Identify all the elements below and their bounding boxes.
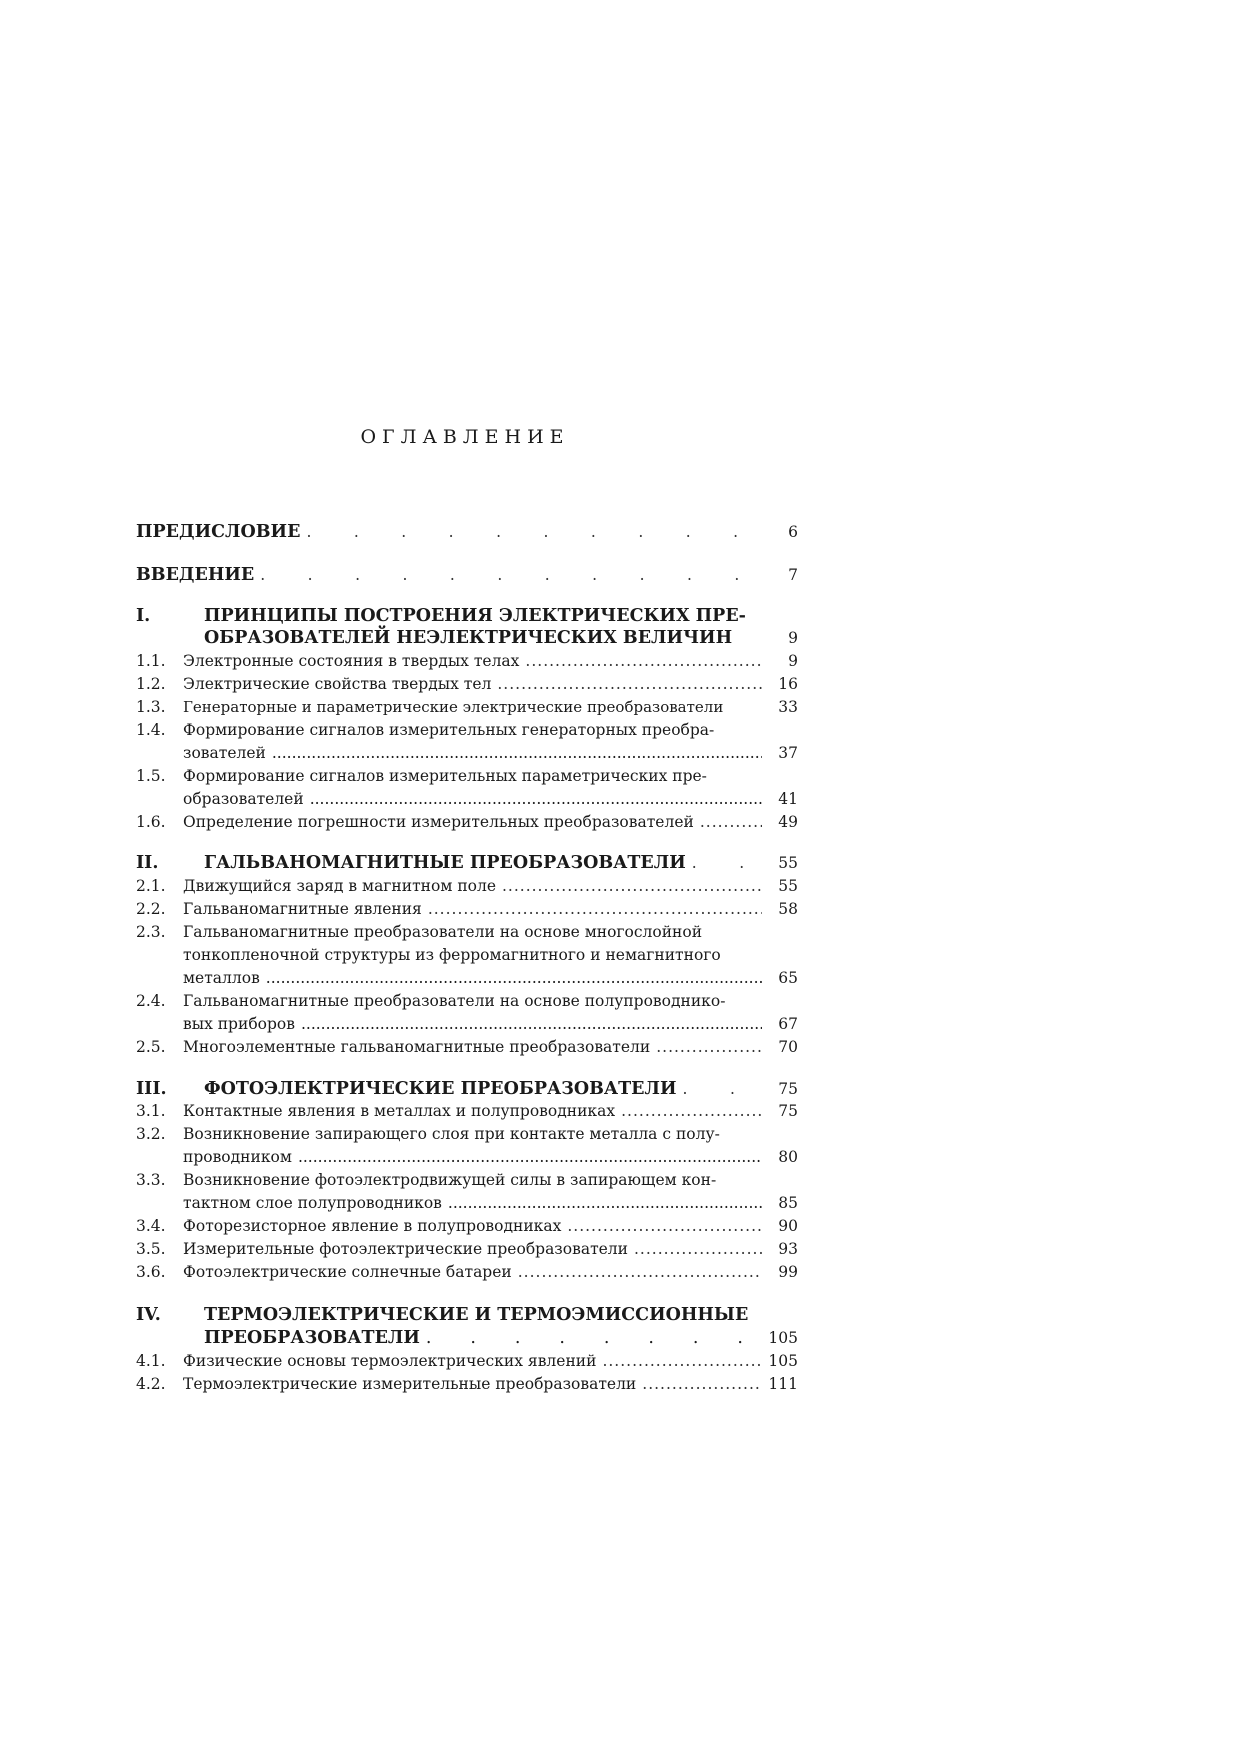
toc-page-number: 7 — [788, 566, 798, 584]
section-title: Формирование сигналов измерительных генераторных преобра- — [183, 721, 715, 739]
section-title: Возникновение фотоэлектродвижущей силы в запирающем кон- — [183, 1171, 717, 1189]
toc-section-2-1[interactable] — [136, 877, 798, 895]
toc-page-number: 55 — [778, 877, 798, 895]
chapter-title: ПРЕОБРАЗОВАТЕЛИ — [204, 1328, 420, 1348]
section-number: 4.2. — [136, 1375, 166, 1393]
chapter-number: IV. — [136, 1305, 161, 1325]
section-title: Генераторные и параметрические электрические преобразователи — [183, 698, 724, 716]
toc-page-number: 75 — [778, 1102, 798, 1120]
toc-section-2-3-cont2[interactable] — [183, 969, 798, 987]
section-title: Фоторезисторное явление в полупроводниках — [183, 1217, 562, 1235]
section-title: Электронные состояния в твердых телах — [183, 652, 520, 670]
section-title: Гальваномагнитные преобразователи на основе многослойной — [183, 923, 703, 941]
dot-leader — [310, 790, 762, 808]
toc-section-3-3[interactable] — [136, 1171, 798, 1189]
toc-section-1-2[interactable] — [136, 675, 798, 693]
dot-leader — [692, 854, 762, 872]
section-title: Возникновение запирающего слоя при контакте металла с полу- — [183, 1125, 720, 1143]
section-title: Физические основы термоэлектрических явлений — [183, 1352, 597, 1370]
toc-section-2-5[interactable] — [136, 1038, 798, 1056]
chapter-number: I. — [136, 606, 151, 626]
toc-section-1-5-cont[interactable] — [183, 790, 798, 808]
dot-leader — [426, 1328, 762, 1348]
dot-leader — [306, 523, 762, 541]
chapter-title: ФОТОЭЛЕКТРИЧЕСКИЕ ПРЕОБРАЗОВАТЕЛИ — [204, 1079, 677, 1099]
dot-leader — [448, 1194, 762, 1212]
section-number: 1.6. — [136, 813, 166, 831]
toc-section-2-3-cont[interactable] — [183, 946, 798, 964]
chapter-title: ТЕРМОЭЛЕКТРИЧЕСКИЕ И ТЕРМОЭМИССИОННЫЕ — [204, 1305, 749, 1325]
section-number: 1.5. — [136, 767, 166, 785]
toc-section-2-2[interactable] — [136, 900, 798, 918]
section-number: 3.3. — [136, 1171, 166, 1189]
toc-section-2-4-cont[interactable] — [183, 1015, 798, 1033]
toc-page-number: 105 — [768, 1329, 798, 1347]
section-title: Определение погрешности измерительных преобразователей — [183, 813, 694, 831]
toc-page-number: 16 — [778, 675, 798, 693]
dot-leader — [683, 1080, 762, 1098]
dot-leader — [602, 1352, 762, 1370]
dot-leader — [298, 1148, 762, 1166]
dot-leader — [621, 1102, 762, 1120]
section-number: 2.2. — [136, 900, 166, 918]
toc-entry-label: ПРЕДИСЛОВИЕ — [136, 522, 301, 542]
section-title: вых приборов — [183, 1015, 295, 1033]
toc-section-1-4[interactable] — [136, 721, 798, 739]
dot-leader — [502, 877, 762, 895]
section-number: 1.1. — [136, 652, 166, 670]
chapter-number: III. — [136, 1079, 167, 1099]
toc-page-number: 41 — [778, 790, 798, 808]
dot-leader — [497, 675, 762, 693]
toc-page-number: 80 — [778, 1148, 798, 1166]
toc-chapter-1[interactable] — [136, 606, 798, 626]
toc-chapter-3[interactable] — [136, 1079, 798, 1099]
section-title: проводником — [183, 1148, 292, 1166]
toc-section-2-4[interactable] — [136, 992, 798, 1010]
dot-leader — [525, 652, 762, 670]
toc-page-number: 58 — [778, 900, 798, 918]
toc-page-number: 111 — [768, 1375, 798, 1393]
toc-page-number: 49 — [778, 813, 798, 831]
toc-page-number: 55 — [778, 854, 798, 872]
toc-page-number: 90 — [778, 1217, 798, 1235]
toc-chapter-2[interactable] — [136, 853, 798, 873]
toc-page-number: 37 — [778, 744, 798, 762]
toc-section-1-5[interactable] — [136, 767, 798, 785]
toc-section-3-2[interactable] — [136, 1125, 798, 1143]
page-title: ОГЛАВЛЕНИЕ — [360, 426, 570, 448]
toc-entry-intro[interactable] — [136, 565, 798, 585]
toc-section-3-6[interactable] — [136, 1263, 798, 1281]
toc-section-3-4[interactable] — [136, 1217, 798, 1235]
toc-page-number: 6 — [788, 523, 798, 541]
section-title: Формирование сигналов измерительных параметрических пре- — [183, 767, 707, 785]
section-number: 1.3. — [136, 698, 166, 716]
section-title: Движущийся заряд в магнитном поле — [183, 877, 496, 895]
section-number: 1.4. — [136, 721, 166, 739]
dot-leader — [260, 566, 762, 584]
section-number: 2.4. — [136, 992, 166, 1010]
toc-section-1-1[interactable] — [136, 652, 798, 670]
section-title: Фотоэлектрические солнечные батареи — [183, 1263, 512, 1281]
section-number: 3.1. — [136, 1102, 166, 1120]
toc-section-1-3[interactable] — [136, 698, 798, 716]
section-title: Измерительные фотоэлектрические преобразователи — [183, 1240, 628, 1258]
section-number: 2.1. — [136, 877, 166, 895]
toc-section-3-5[interactable] — [136, 1240, 798, 1258]
toc-page-number: 93 — [778, 1240, 798, 1258]
section-title: Термоэлектрические измерительные преобразователи — [183, 1375, 637, 1393]
toc-section-4-1[interactable] — [136, 1352, 798, 1370]
toc-section-3-2-cont[interactable] — [183, 1148, 798, 1166]
chapter-title: ГАЛЬВАНОМАГНИТНЫЕ ПРЕОБРАЗОВАТЕЛИ — [204, 853, 686, 873]
chapter-number: II. — [136, 853, 159, 873]
toc-section-2-3[interactable] — [136, 923, 798, 941]
dot-leader — [301, 1015, 762, 1033]
section-number: 1.2. — [136, 675, 166, 693]
section-number: 2.3. — [136, 923, 166, 941]
toc-chapter-1-cont[interactable] — [204, 628, 798, 648]
section-number: 3.4. — [136, 1217, 166, 1235]
dot-leader — [700, 813, 762, 831]
toc-section-1-4-cont[interactable] — [183, 744, 798, 762]
section-title: Электрические свойства твердых тел — [183, 675, 492, 693]
section-number: 2.5. — [136, 1038, 166, 1056]
section-number: 3.6. — [136, 1263, 166, 1281]
toc-section-3-1[interactable] — [136, 1102, 798, 1120]
toc-section-4-2[interactable] — [136, 1375, 798, 1393]
toc-page-number: 9 — [788, 652, 798, 670]
dot-leader — [428, 900, 762, 918]
toc-page-number: 85 — [778, 1194, 798, 1212]
toc-section-1-6[interactable] — [136, 813, 798, 831]
section-title: Контактные явления в металлах и полупроводниках — [183, 1102, 616, 1120]
toc-page-number: 105 — [768, 1352, 798, 1370]
toc-chapter-4[interactable] — [136, 1305, 798, 1325]
dot-leader — [656, 1038, 762, 1056]
dot-leader — [567, 1217, 762, 1235]
section-title: Многоэлементные гальваномагнитные преобразователи — [183, 1038, 651, 1056]
section-number: 3.5. — [136, 1240, 166, 1258]
toc-chapter-4-cont[interactable] — [204, 1328, 798, 1348]
dot-leader — [518, 1263, 762, 1281]
dot-leader — [642, 1375, 762, 1393]
toc-entry-label: ВВЕДЕНИЕ — [136, 565, 255, 585]
toc-page-number: 99 — [778, 1263, 798, 1281]
chapter-title: ОБРАЗОВАТЕЛЕЙ НЕЭЛЕКТРИЧЕСКИХ ВЕЛИЧИН — [204, 628, 733, 648]
section-title: тонкопленочной структуры из ферромагнитного и немагнитного — [183, 946, 721, 964]
section-title: тактном слое полупроводников — [183, 1194, 442, 1212]
dot-leader — [634, 1240, 762, 1258]
section-title: Гальваномагнитные преобразователи на основе полупроводнико- — [183, 992, 726, 1010]
section-title: зователей — [183, 744, 266, 762]
chapter-title: ПРИНЦИПЫ ПОСТРОЕНИЯ ЭЛЕКТРИЧЕСКИХ ПРЕ- — [204, 606, 746, 626]
dot-leader — [266, 969, 762, 987]
toc-page-number: 67 — [778, 1015, 798, 1033]
toc-section-3-3-cont[interactable] — [183, 1194, 798, 1212]
dot-leader — [272, 744, 762, 762]
section-title: металлов — [183, 969, 260, 987]
section-number: 4.1. — [136, 1352, 166, 1370]
section-number: 3.2. — [136, 1125, 166, 1143]
toc-page-number: 33 — [778, 698, 798, 716]
section-title: образователей — [183, 790, 304, 808]
toc-page-number: 65 — [778, 969, 798, 987]
toc-entry-preface[interactable] — [136, 522, 798, 542]
toc-page-number: 70 — [778, 1038, 798, 1056]
section-title: Гальваномагнитные явления — [183, 900, 422, 918]
toc-page-number: 75 — [778, 1080, 798, 1098]
toc-page-number: 9 — [788, 629, 798, 647]
